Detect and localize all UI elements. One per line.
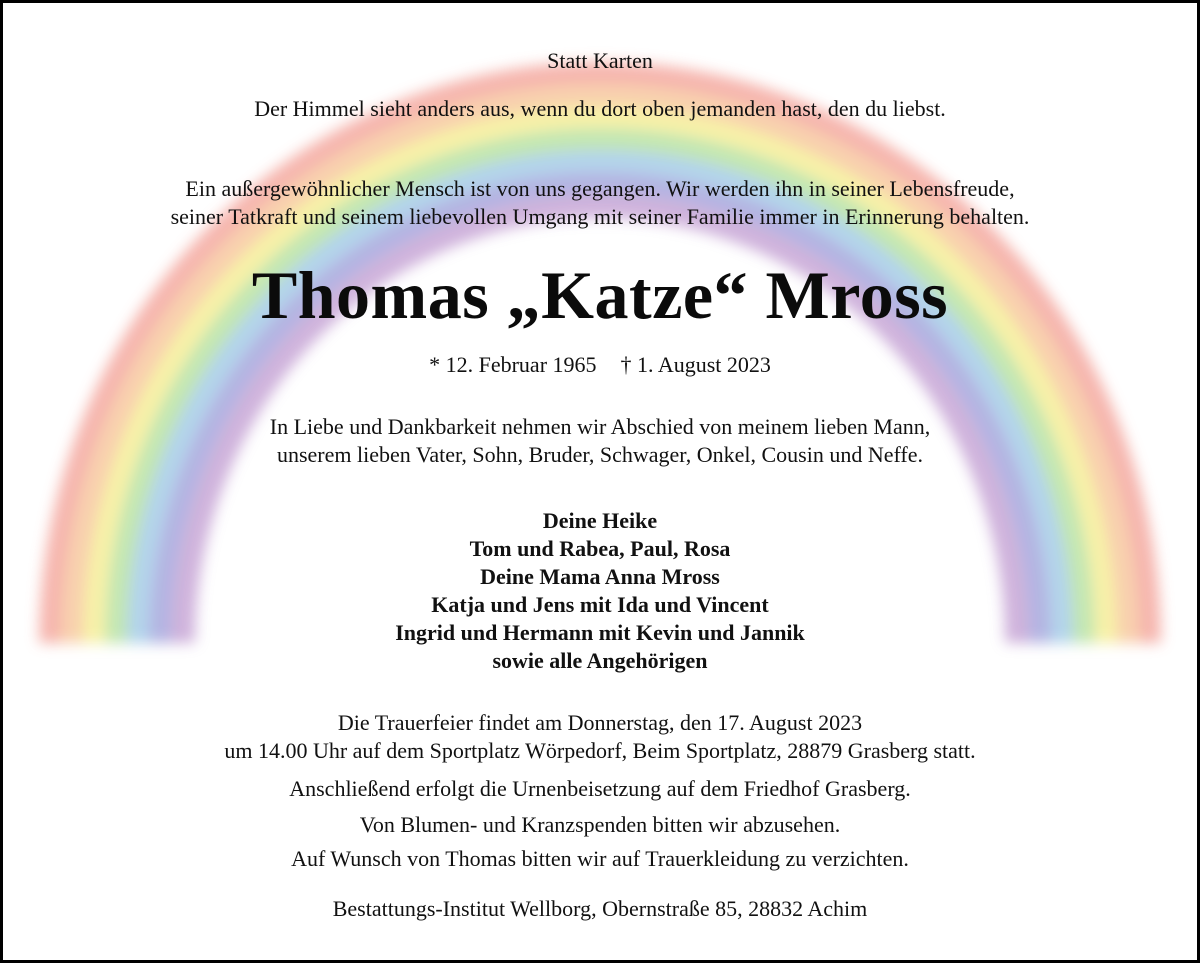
farewell-line-1: In Liebe und Dankbarkeit nehmen wir Abschied von meinem lieben Mann, — [269, 414, 931, 439]
mourner-5: Ingrid und Hermann mit Kevin und Jannik — [395, 620, 805, 645]
mourner-3: Deine Mama Anna Mross — [480, 564, 720, 589]
farewell-line-2: unserem lieben Vater, Sohn, Bruder, Schwager, Onkel, Cousin und Neffe. — [276, 442, 923, 467]
quote: Der Himmel sieht anders aus, wenn du dort oben jemanden hast, den du liebst. — [254, 96, 946, 121]
intro-line-1: Ein außergewöhnlicher Mensch ist von uns gegangen. Wir werden ihn in seiner Lebensfreude, — [185, 176, 1015, 201]
statt-karten: Statt Karten — [547, 48, 653, 73]
mourner-2: Tom und Rabea, Paul, Rosa — [469, 536, 731, 561]
birth-date: * 12. Februar 1965 — [429, 352, 597, 377]
undertaker-address: Bestattungs-Institut Wellborg, Obernstraße 85, 28832 Achim — [332, 896, 868, 921]
mourner-4: Katja und Jens mit Ida und Vincent — [431, 592, 769, 617]
death-date: † 1. August 2023 — [620, 352, 771, 377]
mourner-1: Deine Heike — [542, 508, 658, 533]
life-dates — [3, 351, 1197, 379]
ceremony-line-4: Von Blumen- und Kranzspenden bitten wir abzusehen. — [359, 812, 841, 837]
ceremony-line-1: Die Trauerfeier findet am Donnerstag, den 17. August 2023 — [337, 710, 863, 735]
ceremony-line-5: Auf Wunsch von Thomas bitten wir auf Trauerkleidung zu verzichten. — [291, 846, 909, 871]
mourner-6: sowie alle Angehörigen — [492, 648, 708, 673]
ceremony-line-3: Anschließend erfolgt die Urnenbeisetzung auf dem Friedhof Grasberg. — [289, 776, 911, 801]
deceased-name: Thomas „Katze“ Mross — [251, 257, 949, 333]
intro-line-2: seiner Tatkraft und seinem liebevollen Umgang mit seiner Familie immer in Erinnerung behalten. — [170, 204, 1030, 229]
ceremony-line-2: um 14.00 Uhr auf dem Sportplatz Wörpedorf, Beim Sportplatz, 28879 Grasberg statt. — [224, 738, 976, 763]
